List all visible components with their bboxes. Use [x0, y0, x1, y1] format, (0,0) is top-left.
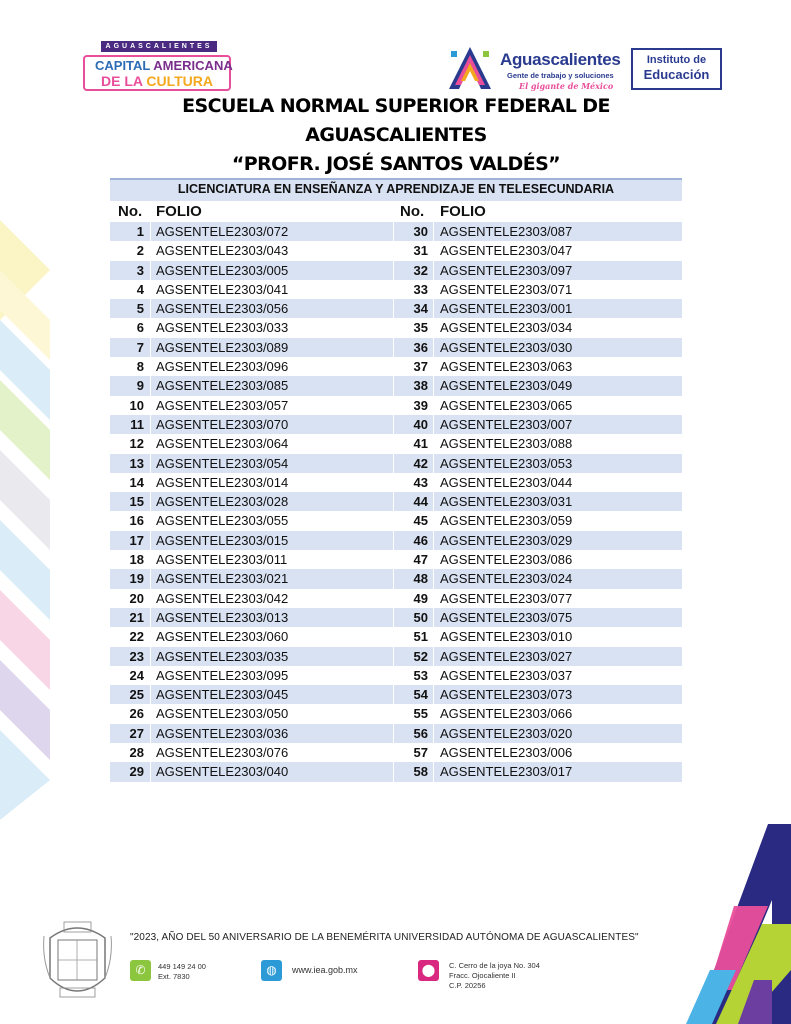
table-row: [110, 608, 682, 627]
table-row: [110, 550, 682, 569]
column-separator: [150, 434, 151, 453]
column-separator: [433, 492, 434, 511]
row-number-right: 54: [413, 687, 428, 703]
column-separator: [150, 627, 151, 646]
row-number-right: 42: [413, 455, 428, 471]
column-separator: [150, 762, 151, 781]
table-row: [110, 531, 682, 550]
column-separator: [150, 743, 151, 762]
row-folio-right: AGSENTELE2303/027: [440, 648, 573, 664]
column-separator: [433, 550, 434, 569]
table-row: [110, 627, 682, 646]
column-separator: [393, 704, 394, 723]
column-separator: [433, 241, 434, 260]
table-body: [110, 222, 682, 782]
row-folio-left: AGSENTELE2303/054: [156, 455, 289, 471]
row-number-right: 31: [413, 243, 428, 259]
row-number-right: 56: [413, 725, 428, 741]
table-row: [110, 762, 682, 781]
row-folio-right: AGSENTELE2303/034: [440, 320, 573, 336]
row-number-right: 33: [413, 281, 428, 297]
capital-logo-top: AGUASCALIENTES: [101, 41, 217, 52]
title-line-3: “PROFR. JOSÉ SANTOS VALDÉS”: [231, 153, 561, 175]
column-separator: [150, 473, 151, 492]
column-separator: [393, 743, 394, 762]
footer-motto: "2023, AÑO DEL 50 ANIVERSARIO DE LA BENEMÉRITA UNIVERSIDAD AUTÓNOMA DE AGUASCALIENTES": [130, 932, 639, 943]
column-separator: [150, 685, 151, 704]
table-row: [110, 454, 682, 473]
iea-logo-line2: Educación: [643, 67, 710, 82]
capital-logo-word-de-la: DE LA: [101, 73, 143, 89]
row-number-right: 34: [413, 301, 428, 317]
table-row: [110, 685, 682, 704]
row-folio-left: AGSENTELE2303/015: [156, 532, 289, 548]
column-separator: [393, 454, 394, 473]
row-number-left: 18: [129, 552, 144, 568]
row-number-left: 28: [129, 745, 144, 761]
row-number-left: 16: [129, 513, 144, 529]
row-folio-right: AGSENTELE2303/037: [440, 667, 573, 683]
row-folio-right: AGSENTELE2303/006: [440, 745, 573, 761]
column-separator: [150, 531, 151, 550]
row-number-right: 58: [413, 764, 428, 780]
column-separator: [433, 511, 434, 530]
row-folio-left: AGSENTELE2303/045: [156, 687, 289, 703]
row-number-left: 2: [136, 243, 144, 259]
row-number-left: 10: [129, 397, 144, 413]
col-header-folio-left: FOLIO: [156, 203, 202, 220]
column-separator: [393, 647, 394, 666]
column-separator: [393, 280, 394, 299]
row-folio-left: AGSENTELE2303/042: [156, 590, 289, 606]
row-number-left: 20: [129, 590, 144, 606]
row-number-right: 49: [413, 590, 428, 606]
row-folio-left: AGSENTELE2303/035: [156, 648, 289, 664]
aguascalientes-emblem-icon: [447, 45, 493, 91]
column-separator: [393, 685, 394, 704]
table-row: [110, 261, 682, 280]
table-row: [110, 473, 682, 492]
column-separator: [150, 376, 151, 395]
column-separator: [150, 241, 151, 260]
column-separator: [433, 222, 434, 241]
row-folio-left: AGSENTELE2303/072: [156, 224, 289, 239]
row-number-left: 4: [136, 281, 144, 297]
footer-address-line3: C.P. 20256: [449, 981, 486, 990]
row-folio-right: AGSENTELE2303/075: [440, 609, 573, 625]
row-number-right: 40: [413, 416, 428, 432]
column-separator: [393, 338, 394, 357]
row-folio-right: AGSENTELE2303/047: [440, 243, 573, 259]
row-folio-right: AGSENTELE2303/017: [440, 764, 573, 780]
column-separator: [433, 724, 434, 743]
column-separator: [393, 473, 394, 492]
footer-website[interactable]: www.iea.gob.mx: [292, 965, 358, 975]
row-folio-left: AGSENTELE2303/070: [156, 416, 289, 432]
aguascalientes-logo: [447, 45, 627, 95]
row-number-left: 11: [130, 416, 144, 432]
col-header-no-left: No.: [118, 203, 143, 220]
col-header-folio-right: FOLIO: [440, 203, 486, 220]
column-separator: [150, 299, 151, 318]
row-number-right: 30: [413, 224, 428, 239]
ags-logo-tagline: El gigante de México: [519, 81, 614, 91]
capital-logo-word-cultura: CULTURA: [146, 73, 213, 89]
column-separator: [150, 357, 151, 376]
column-separator: [393, 608, 394, 627]
column-separator: [433, 569, 434, 588]
table-row: [110, 434, 682, 453]
footer-phone-number: 449 149 24 00: [158, 962, 206, 971]
capital-logo-word-capital: CAPITAL: [95, 58, 151, 73]
column-separator: [393, 357, 394, 376]
row-number-left: 24: [129, 667, 144, 683]
column-separator: [393, 531, 394, 550]
row-folio-left: AGSENTELE2303/089: [156, 339, 289, 355]
ags-logo-title: Aguascalientes: [500, 50, 621, 69]
column-separator: [393, 627, 394, 646]
row-folio-right: AGSENTELE2303/020: [440, 725, 573, 741]
row-folio-left: AGSENTELE2303/033: [156, 320, 289, 336]
row-folio-right: AGSENTELE2303/049: [440, 378, 573, 394]
row-folio-left: AGSENTELE2303/060: [156, 629, 289, 645]
globe-icon: ◍: [261, 960, 282, 981]
column-separator: [393, 396, 394, 415]
column-separator: [393, 511, 394, 530]
column-separator: [433, 318, 434, 337]
row-number-left: 9: [136, 378, 144, 394]
footer-address-line1: C. Cerro de la joya No. 304: [449, 961, 540, 970]
column-separator: [393, 434, 394, 453]
column-separator: [433, 685, 434, 704]
table-row: [110, 647, 682, 666]
row-number-right: 43: [413, 474, 428, 490]
table-row: [110, 589, 682, 608]
row-number-left: 7: [136, 339, 144, 355]
column-separator: [393, 222, 394, 241]
column-separator: [433, 357, 434, 376]
row-number-left: 17: [129, 532, 144, 548]
column-separator: [433, 589, 434, 608]
row-number-right: 47: [413, 552, 428, 568]
footer-address-line2: Fracc. Ojocaliente II: [449, 971, 516, 980]
table-row: [110, 511, 682, 530]
row-folio-right: AGSENTELE2303/077: [440, 590, 573, 606]
row-number-left: 12: [129, 436, 144, 452]
column-separator: [150, 589, 151, 608]
row-folio-right: AGSENTELE2303/088: [440, 436, 573, 452]
table-row: [110, 299, 682, 318]
row-number-right: 37: [413, 359, 428, 375]
column-separator: [150, 261, 151, 280]
table-header-row: [110, 201, 682, 222]
column-separator: [433, 704, 434, 723]
row-number-left: 19: [129, 571, 144, 587]
column-separator: [433, 299, 434, 318]
column-separator: [393, 589, 394, 608]
row-folio-left: AGSENTELE2303/050: [156, 706, 289, 722]
column-separator: [433, 396, 434, 415]
title-line-1: ESCUELA NORMAL SUPERIOR FEDERAL DE: [182, 95, 610, 117]
location-pin-icon: ⬤: [418, 960, 439, 981]
table-row: [110, 318, 682, 337]
row-number-left: 1: [136, 224, 144, 239]
row-folio-left: AGSENTELE2303/041: [156, 281, 289, 297]
row-folio-left: AGSENTELE2303/056: [156, 301, 289, 317]
row-folio-right: AGSENTELE2303/087: [440, 224, 573, 239]
col-header-no-right: No.: [400, 203, 425, 220]
capital-logo-word-americana: AMERICANA: [153, 58, 233, 73]
row-folio-right: AGSENTELE2303/010: [440, 629, 573, 645]
row-number-right: 45: [413, 513, 428, 529]
row-number-right: 44: [413, 494, 428, 510]
row-folio-right: AGSENTELE2303/073: [440, 687, 573, 703]
row-number-right: 50: [413, 609, 428, 625]
column-separator: [150, 666, 151, 685]
row-number-left: 22: [129, 629, 144, 645]
folio-table: [110, 178, 682, 782]
column-separator: [433, 743, 434, 762]
table-row: [110, 415, 682, 434]
row-number-right: 55: [413, 706, 428, 722]
column-separator: [150, 492, 151, 511]
column-separator: [433, 376, 434, 395]
column-separator: [150, 608, 151, 627]
table-row: [110, 492, 682, 511]
row-folio-right: AGSENTELE2303/029: [440, 532, 573, 548]
row-folio-left: AGSENTELE2303/076: [156, 745, 289, 761]
row-folio-left: AGSENTELE2303/095: [156, 667, 289, 683]
row-number-left: 27: [129, 725, 144, 741]
row-folio-left: AGSENTELE2303/011: [156, 552, 288, 568]
row-number-left: 8: [136, 359, 144, 375]
column-separator: [393, 318, 394, 337]
table-row: [110, 569, 682, 588]
row-number-left: 15: [129, 494, 144, 510]
row-number-left: 13: [129, 455, 144, 471]
row-number-right: 38: [413, 378, 428, 394]
column-separator: [433, 473, 434, 492]
table-row: [110, 743, 682, 762]
column-separator: [393, 762, 394, 781]
row-folio-left: AGSENTELE2303/064: [156, 436, 289, 452]
row-number-left: 21: [129, 609, 144, 625]
phone-icon: ✆: [130, 960, 151, 981]
table-row: [110, 222, 682, 241]
column-separator: [433, 338, 434, 357]
row-number-right: 52: [413, 648, 428, 664]
row-number-right: 35: [413, 320, 428, 336]
row-number-left: 25: [129, 687, 144, 703]
row-folio-right: AGSENTELE2303/066: [440, 706, 573, 722]
column-separator: [150, 511, 151, 530]
instituto-educacion-logo: [631, 48, 722, 90]
table-row: [110, 280, 682, 299]
row-number-left: 6: [136, 320, 144, 336]
table-row: [110, 704, 682, 723]
column-separator: [393, 550, 394, 569]
row-folio-left: AGSENTELE2303/005: [156, 262, 289, 278]
footer-address: [449, 961, 540, 991]
column-separator: [433, 454, 434, 473]
footer-phone-ext: Ext. 7830: [158, 972, 190, 981]
column-separator: [393, 241, 394, 260]
column-separator: [393, 376, 394, 395]
row-folio-left: AGSENTELE2303/055: [156, 513, 289, 529]
column-separator: [150, 338, 151, 357]
table-row: [110, 357, 682, 376]
decorative-chevrons-left: [0, 200, 70, 820]
document-title: [110, 92, 682, 179]
row-number-right: 46: [413, 532, 428, 548]
column-separator: [393, 492, 394, 511]
row-number-right: 57: [413, 745, 428, 761]
row-folio-left: AGSENTELE2303/036: [156, 725, 289, 741]
row-folio-left: AGSENTELE2303/057: [156, 397, 289, 413]
column-separator: [393, 415, 394, 434]
column-separator: [150, 280, 151, 299]
column-separator: [150, 647, 151, 666]
program-name: LICENCIATURA EN ENSEÑANZA Y APRENDIZAJE EN TELESECUNDARIA: [110, 178, 682, 201]
title-line-2: AGUASCALIENTES: [305, 124, 487, 146]
row-folio-right: AGSENTELE2303/071: [440, 281, 573, 297]
iea-logo-line1: Instituto de: [646, 54, 707, 66]
column-separator: [150, 704, 151, 723]
column-separator: [433, 627, 434, 646]
decorative-a-shape: [672, 820, 791, 1024]
row-number-left: 3: [136, 262, 144, 278]
row-folio-right: AGSENTELE2303/030: [440, 339, 573, 355]
column-separator: [150, 724, 151, 743]
table-row: [110, 396, 682, 415]
row-folio-right: AGSENTELE2303/086: [440, 552, 573, 568]
row-folio-right: AGSENTELE2303/053: [440, 455, 573, 471]
column-separator: [393, 261, 394, 280]
column-separator: [393, 666, 394, 685]
column-separator: [393, 569, 394, 588]
ags-logo-subtitle: Gente de trabajo y soluciones: [507, 71, 614, 80]
column-separator: [150, 318, 151, 337]
row-folio-right: AGSENTELE2303/007: [440, 416, 573, 432]
row-number-left: 14: [129, 474, 144, 490]
state-seal-icon: [40, 918, 115, 1004]
row-folio-left: AGSENTELE2303/028: [156, 494, 289, 510]
row-number-right: 39: [413, 397, 428, 413]
column-separator: [393, 299, 394, 318]
row-folio-left: AGSENTELE2303/013: [156, 609, 289, 625]
column-separator: [433, 762, 434, 781]
row-folio-right: AGSENTELE2303/031: [440, 494, 573, 510]
table-row: [110, 376, 682, 395]
row-folio-left: AGSENTELE2303/043: [156, 243, 289, 259]
row-number-left: 26: [129, 706, 144, 722]
column-separator: [150, 222, 151, 241]
column-separator: [433, 531, 434, 550]
capital-americana-logo: [83, 41, 233, 93]
column-separator: [433, 280, 434, 299]
column-separator: [150, 454, 151, 473]
column-separator: [433, 415, 434, 434]
column-separator: [433, 666, 434, 685]
column-separator: [433, 261, 434, 280]
row-number-right: 53: [413, 667, 428, 683]
table-row: [110, 666, 682, 685]
row-number-right: 41: [413, 436, 428, 452]
table-row: [110, 338, 682, 357]
column-separator: [433, 608, 434, 627]
column-separator: [150, 396, 151, 415]
column-separator: [393, 724, 394, 743]
column-separator: [150, 415, 151, 434]
row-folio-right: AGSENTELE2303/097: [440, 262, 573, 278]
row-folio-right: AGSENTELE2303/065: [440, 397, 573, 413]
column-separator: [433, 647, 434, 666]
row-folio-right: AGSENTELE2303/063: [440, 359, 573, 375]
footer-phone: [158, 962, 206, 982]
capital-logo-box: [83, 55, 231, 91]
row-number-right: 51: [413, 629, 428, 645]
row-folio-right: AGSENTELE2303/024: [440, 571, 573, 587]
table-row: [110, 241, 682, 260]
column-separator: [150, 569, 151, 588]
row-number-right: 32: [413, 262, 428, 278]
row-number-left: 29: [129, 764, 144, 780]
row-folio-left: AGSENTELE2303/021: [156, 571, 289, 587]
row-folio-right: AGSENTELE2303/001: [440, 301, 573, 317]
row-number-left: 23: [129, 648, 144, 664]
column-separator: [150, 550, 151, 569]
row-folio-left: AGSENTELE2303/014: [156, 474, 289, 490]
row-number-right: 48: [413, 571, 428, 587]
row-folio-left: AGSENTELE2303/085: [156, 378, 289, 394]
row-folio-left: AGSENTELE2303/096: [156, 359, 289, 375]
row-number-left: 5: [136, 301, 144, 317]
row-folio-right: AGSENTELE2303/044: [440, 474, 573, 490]
row-number-right: 36: [413, 339, 428, 355]
row-folio-right: AGSENTELE2303/059: [440, 513, 573, 529]
row-folio-left: AGSENTELE2303/040: [156, 764, 289, 780]
column-separator: [433, 434, 434, 453]
table-row: [110, 724, 682, 743]
